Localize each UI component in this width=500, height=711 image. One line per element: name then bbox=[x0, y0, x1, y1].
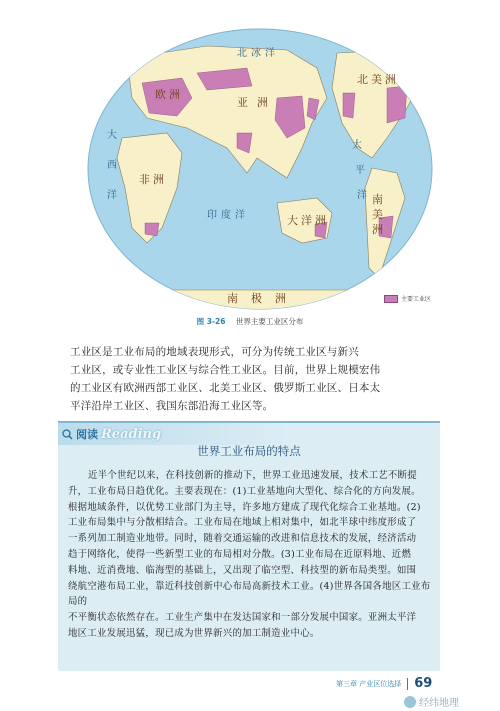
reading-line: 趋于网络化，使得一些新型工业的布局相对分散。(3)工业布局在近原料地、近燃 bbox=[68, 548, 412, 560]
continent-label-south-america-2: 美 bbox=[372, 208, 383, 221]
wechat-icon bbox=[404, 696, 416, 708]
page-footer bbox=[336, 676, 432, 691]
continent-label-north-america-3: 洲 bbox=[385, 73, 396, 86]
continent-label-africa-2: 洲 bbox=[153, 173, 164, 186]
continent-label-antarctica-1: 南 bbox=[227, 292, 238, 305]
map-svg bbox=[87, 28, 433, 310]
continent-label-europe-1: 欧 bbox=[155, 88, 166, 101]
ocean-label-atlantic-3: 洋 bbox=[107, 190, 117, 201]
paragraph-line: 的工业区有欧洲西部工业区、北美工业区、俄罗斯工业区、日本太 bbox=[70, 382, 381, 394]
reading-line: 不平衡状态依然存在。工业生产集中在发达国家和一部分发展中国家。亚洲太平洋 bbox=[68, 612, 417, 624]
ocean-label-arctic-2: 冰 bbox=[251, 48, 261, 59]
map-legend bbox=[384, 294, 431, 303]
continent-label-oceania-2: 洋 bbox=[301, 214, 312, 227]
ocean-label-pacific-3: 洋 bbox=[357, 190, 367, 201]
ocean-label-pacific-1: 太 bbox=[352, 140, 362, 151]
reading-tag bbox=[62, 426, 161, 442]
magnifier-icon bbox=[62, 429, 73, 440]
ocean-label-indian-3: 洋 bbox=[235, 210, 245, 221]
footer-divider bbox=[407, 678, 408, 690]
industry-zone-north-america-east bbox=[387, 86, 407, 123]
reading-header bbox=[58, 421, 440, 445]
paragraph-line: 平洋沿岸工业区、我国东部沿海工业区等。 bbox=[70, 400, 274, 412]
figure-title: 世界主要工业区分布 bbox=[235, 317, 304, 326]
reading-line: 料地、近消费地、临海型的基础上，又出现了临空型、科技型的新布局类型。如围 bbox=[68, 564, 417, 576]
continent-label-oceania-1: 大 bbox=[287, 214, 298, 227]
ocean-label-pacific-2: 平 bbox=[355, 165, 365, 176]
continent-label-south-america-3: 洲 bbox=[372, 223, 383, 236]
reading-line: 升，工业布局日趋优化。主要表现在：(1)工业基地向大型化、综合化的方向发展。 bbox=[68, 485, 421, 497]
reading-line: 绕航空港布局工业，靠近科技创新中心布局高新技术工业。(4)世界各国各地区工业布局的 bbox=[68, 580, 431, 608]
ocean-label-indian-1: 印 bbox=[207, 210, 217, 221]
continent-label-oceania-3: 洲 bbox=[315, 214, 326, 227]
paragraph-line: 工业区是工业布局的地域表现形式，可分为传统工业区与新兴 bbox=[70, 346, 359, 358]
continent-label-antarctica-3: 洲 bbox=[275, 292, 286, 305]
reading-tag-label: 阅读 bbox=[76, 428, 98, 441]
figure-caption bbox=[0, 316, 500, 327]
industry-zone-north-america-west bbox=[343, 93, 355, 118]
ocean-label-indian-2: 度 bbox=[221, 210, 231, 221]
chapter-label: 第三章 产业区位选择 bbox=[336, 679, 402, 688]
legend-label: 主要工业区 bbox=[401, 296, 432, 303]
greenland bbox=[387, 33, 422, 58]
continent-label-antarctica-2: 极 bbox=[251, 292, 262, 305]
page-number: 69 bbox=[414, 676, 433, 691]
reading-line: 根据地域条件，以优势工业部门为主导，许多地方建成了现代化综合工业基地。(2) bbox=[68, 501, 421, 513]
continent-label-asia-1: 亚 bbox=[237, 96, 248, 109]
industry-zone-south-africa bbox=[145, 223, 159, 236]
body-paragraph bbox=[70, 343, 432, 415]
reading-tag-en: Reading bbox=[101, 426, 162, 442]
continent-label-asia-2: 洲 bbox=[257, 96, 268, 109]
continent-label-south-america-1: 南 bbox=[372, 193, 383, 206]
watermark bbox=[404, 694, 459, 709]
continent-label-africa-1: 非 bbox=[139, 173, 150, 186]
continent-label-north-america-2: 美 bbox=[371, 73, 382, 86]
reading-title: 世界工业布局的特点 bbox=[197, 444, 301, 458]
ocean-label-arctic-1: 北 bbox=[237, 48, 247, 59]
continent-label-north-america-1: 北 bbox=[357, 73, 368, 86]
world-industry-map bbox=[87, 28, 433, 310]
reading-box bbox=[58, 421, 440, 671]
paragraph-line: 工业区，或专业性工业区与综合性工业区。目前，世界上规模宏伟 bbox=[70, 364, 381, 376]
figure-number: 图 3-26 bbox=[196, 317, 226, 326]
reading-line: 一系列加工制造业地带。同时，随着交通运输的改进和信息技术的发展，经济活动 bbox=[68, 533, 417, 545]
reading-body bbox=[68, 468, 433, 642]
ocean-label-atlantic-1: 大 bbox=[107, 130, 117, 141]
watermark-label: 经纬地理 bbox=[419, 698, 459, 709]
legend-swatch bbox=[384, 295, 398, 303]
reading-line: 近半个世纪以来，在科技创新的推动下，世界工业迅速发展，技术工艺不断提 bbox=[88, 470, 417, 481]
ocean-label-arctic-3: 洋 bbox=[265, 48, 275, 59]
reading-line: 工业布局集中与分散相结合。工业布局在地域上相对集中，如北半球中纬度形成了 bbox=[68, 517, 417, 529]
ocean-label-atlantic-2: 西 bbox=[107, 160, 117, 171]
reading-line: 地区工业发展迅猛，现已成为世界新兴的加工制造业中心。 bbox=[68, 627, 320, 639]
continent-label-europe-2: 洲 bbox=[169, 88, 180, 101]
